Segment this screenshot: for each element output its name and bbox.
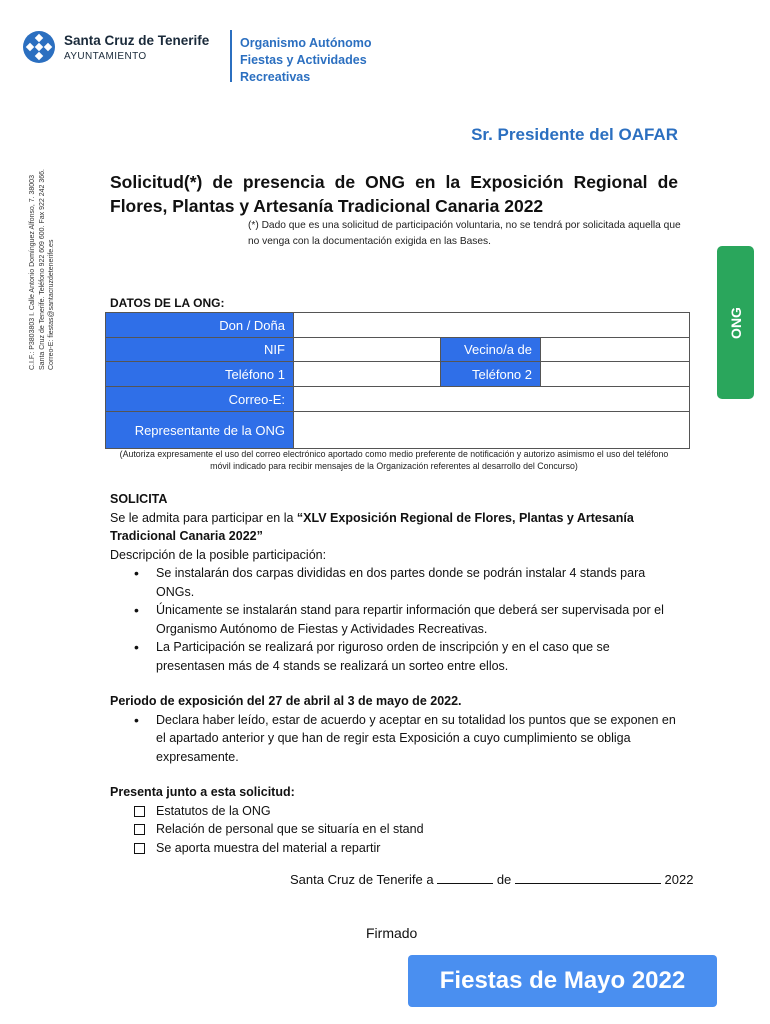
label-telefono-1: Teléfono 1	[105, 361, 294, 387]
label-correo: Correo-E:	[105, 386, 294, 412]
solicita-heading: SOLICITA	[110, 492, 168, 506]
ong-tab-label: ONG	[727, 306, 744, 339]
document-title: Solicitud(*) de presencia de ONG en la Exposición Regional de Flores, Plantas y Artesanía Tradicional Canaria 2022	[110, 172, 678, 216]
list-item: • La Participación se realizará por riguroso orden de inscripción y en el caso que se presentasen más de 4 stands se realizará un sorteo entre ellos.	[156, 638, 680, 675]
day-blank[interactable]	[437, 871, 493, 884]
date-year: 2022	[664, 872, 694, 887]
label-representante: Representante de la ONG	[105, 411, 294, 449]
org-line-2: Fiestas y Actividades	[240, 53, 367, 67]
label-telefono-2: Teléfono 2	[440, 361, 541, 387]
list-item: • Se instalarán dos carpas divididas en dos partes donde se podrán instalar 4 stands para ONGs.	[156, 564, 680, 601]
field-telefono-2[interactable]	[540, 361, 690, 387]
request-body	[110, 490, 680, 857]
solicita-intro-text: Se le admita para participar en la	[110, 510, 297, 525]
list-item: • Declara haber leído, estar de acuerdo y aceptar en su totalidad los puntos que se exponen en el apartado anterior y que han de regir esta Exposición a cuyo cumplimiento se obliga expresamente.	[156, 711, 680, 767]
checkbox-estatutos[interactable]	[110, 802, 680, 821]
footer-banner: Fiestas de Mayo 2022	[408, 955, 717, 1007]
declaration-list	[110, 711, 680, 767]
city-logo-icon	[22, 30, 56, 64]
address-line-1: C.I.F.: P3803803 I. Calle Antonio Domínguez Alfonso, 7. 38003	[29, 175, 36, 370]
checkbox-label: Estatutos de la ONG	[156, 803, 271, 818]
checkbox-label: Se aporta muestra del material a repartir	[156, 840, 381, 855]
ong-side-tab	[717, 246, 754, 399]
checkbox-icon[interactable]	[134, 806, 145, 817]
checkbox-icon[interactable]	[134, 843, 145, 854]
address-line-2: Santa Cruz de Tenerife. Teléfono 922 609 600. Fax 922 242 366.	[38, 169, 46, 370]
field-representante[interactable]	[293, 411, 690, 449]
field-vecino[interactable]	[540, 337, 690, 362]
label-vecino: Vecino/a de	[440, 337, 541, 362]
org-line-3: Recreativas	[240, 70, 311, 84]
solicita-intro	[110, 509, 680, 546]
presenta-heading: Presenta junto a esta solicitud:	[110, 785, 295, 799]
field-don-dona[interactable]	[293, 312, 690, 338]
periodo-heading: Periodo de exposición del 27 de abril al 3 de mayo de 2022.	[110, 694, 462, 708]
checkbox-icon[interactable]	[134, 824, 145, 835]
org-line-1: Organismo Autónomo	[240, 36, 372, 50]
city-subtitle: AYUNTAMIENTO	[64, 51, 147, 62]
ong-data-heading: DATOS DE LA ONG:	[110, 296, 225, 310]
date-de: de	[496, 872, 512, 887]
field-nif[interactable]	[293, 337, 441, 362]
field-telefono-1[interactable]	[293, 361, 441, 387]
signature-label: Firmado	[366, 925, 418, 941]
participation-list	[110, 564, 680, 675]
label-don-dona: Don / Doña	[105, 312, 294, 338]
checkbox-personal[interactable]	[110, 820, 680, 839]
date-line	[290, 871, 693, 887]
consent-note: (Autoriza expresamente el uso del correo electrónico aportado como medio preferente de notificación y autorizo asimismo el uso del teléfono móvil indicado para recibir mensajes de la Organización referentes al desarrollo del Concurso)	[119, 449, 669, 471]
checkbox-material[interactable]	[110, 839, 680, 858]
header-divider	[230, 30, 232, 82]
city-name: Santa Cruz de Tenerife	[64, 33, 210, 48]
label-nif: NIF	[105, 337, 294, 362]
event-name: “XLV Exposición Regional de Flores, Plantas y Artesanía Tradicional Canaria 2022”	[110, 510, 634, 543]
description-label: Descripción de la posible participación:	[110, 547, 327, 562]
address-line-3: Correo-E: fiestas@santacruzdetenerife.es	[48, 239, 55, 370]
list-item: • Únicamente se instalarán stand para repartir información que deberá ser supervisada por el Organismo Autónomo de Fiestas y Actividades Recreativas.	[156, 601, 680, 638]
recipient-heading: Sr. Presidente del OAFAR	[471, 125, 678, 144]
date-place: Santa Cruz de Tenerife a	[290, 872, 434, 887]
field-correo[interactable]	[293, 386, 690, 412]
organization-name	[240, 35, 371, 86]
month-blank[interactable]	[515, 871, 661, 884]
address-sidebar	[28, 110, 57, 370]
checkbox-label: Relación de personal que se situaría en el stand	[156, 822, 424, 836]
title-footnote: (*) Dado que es una solicitud de participación voluntaria, no se tendrá por solicitada aquella que no venga con la documentación exigida en las Bases.	[248, 220, 681, 247]
